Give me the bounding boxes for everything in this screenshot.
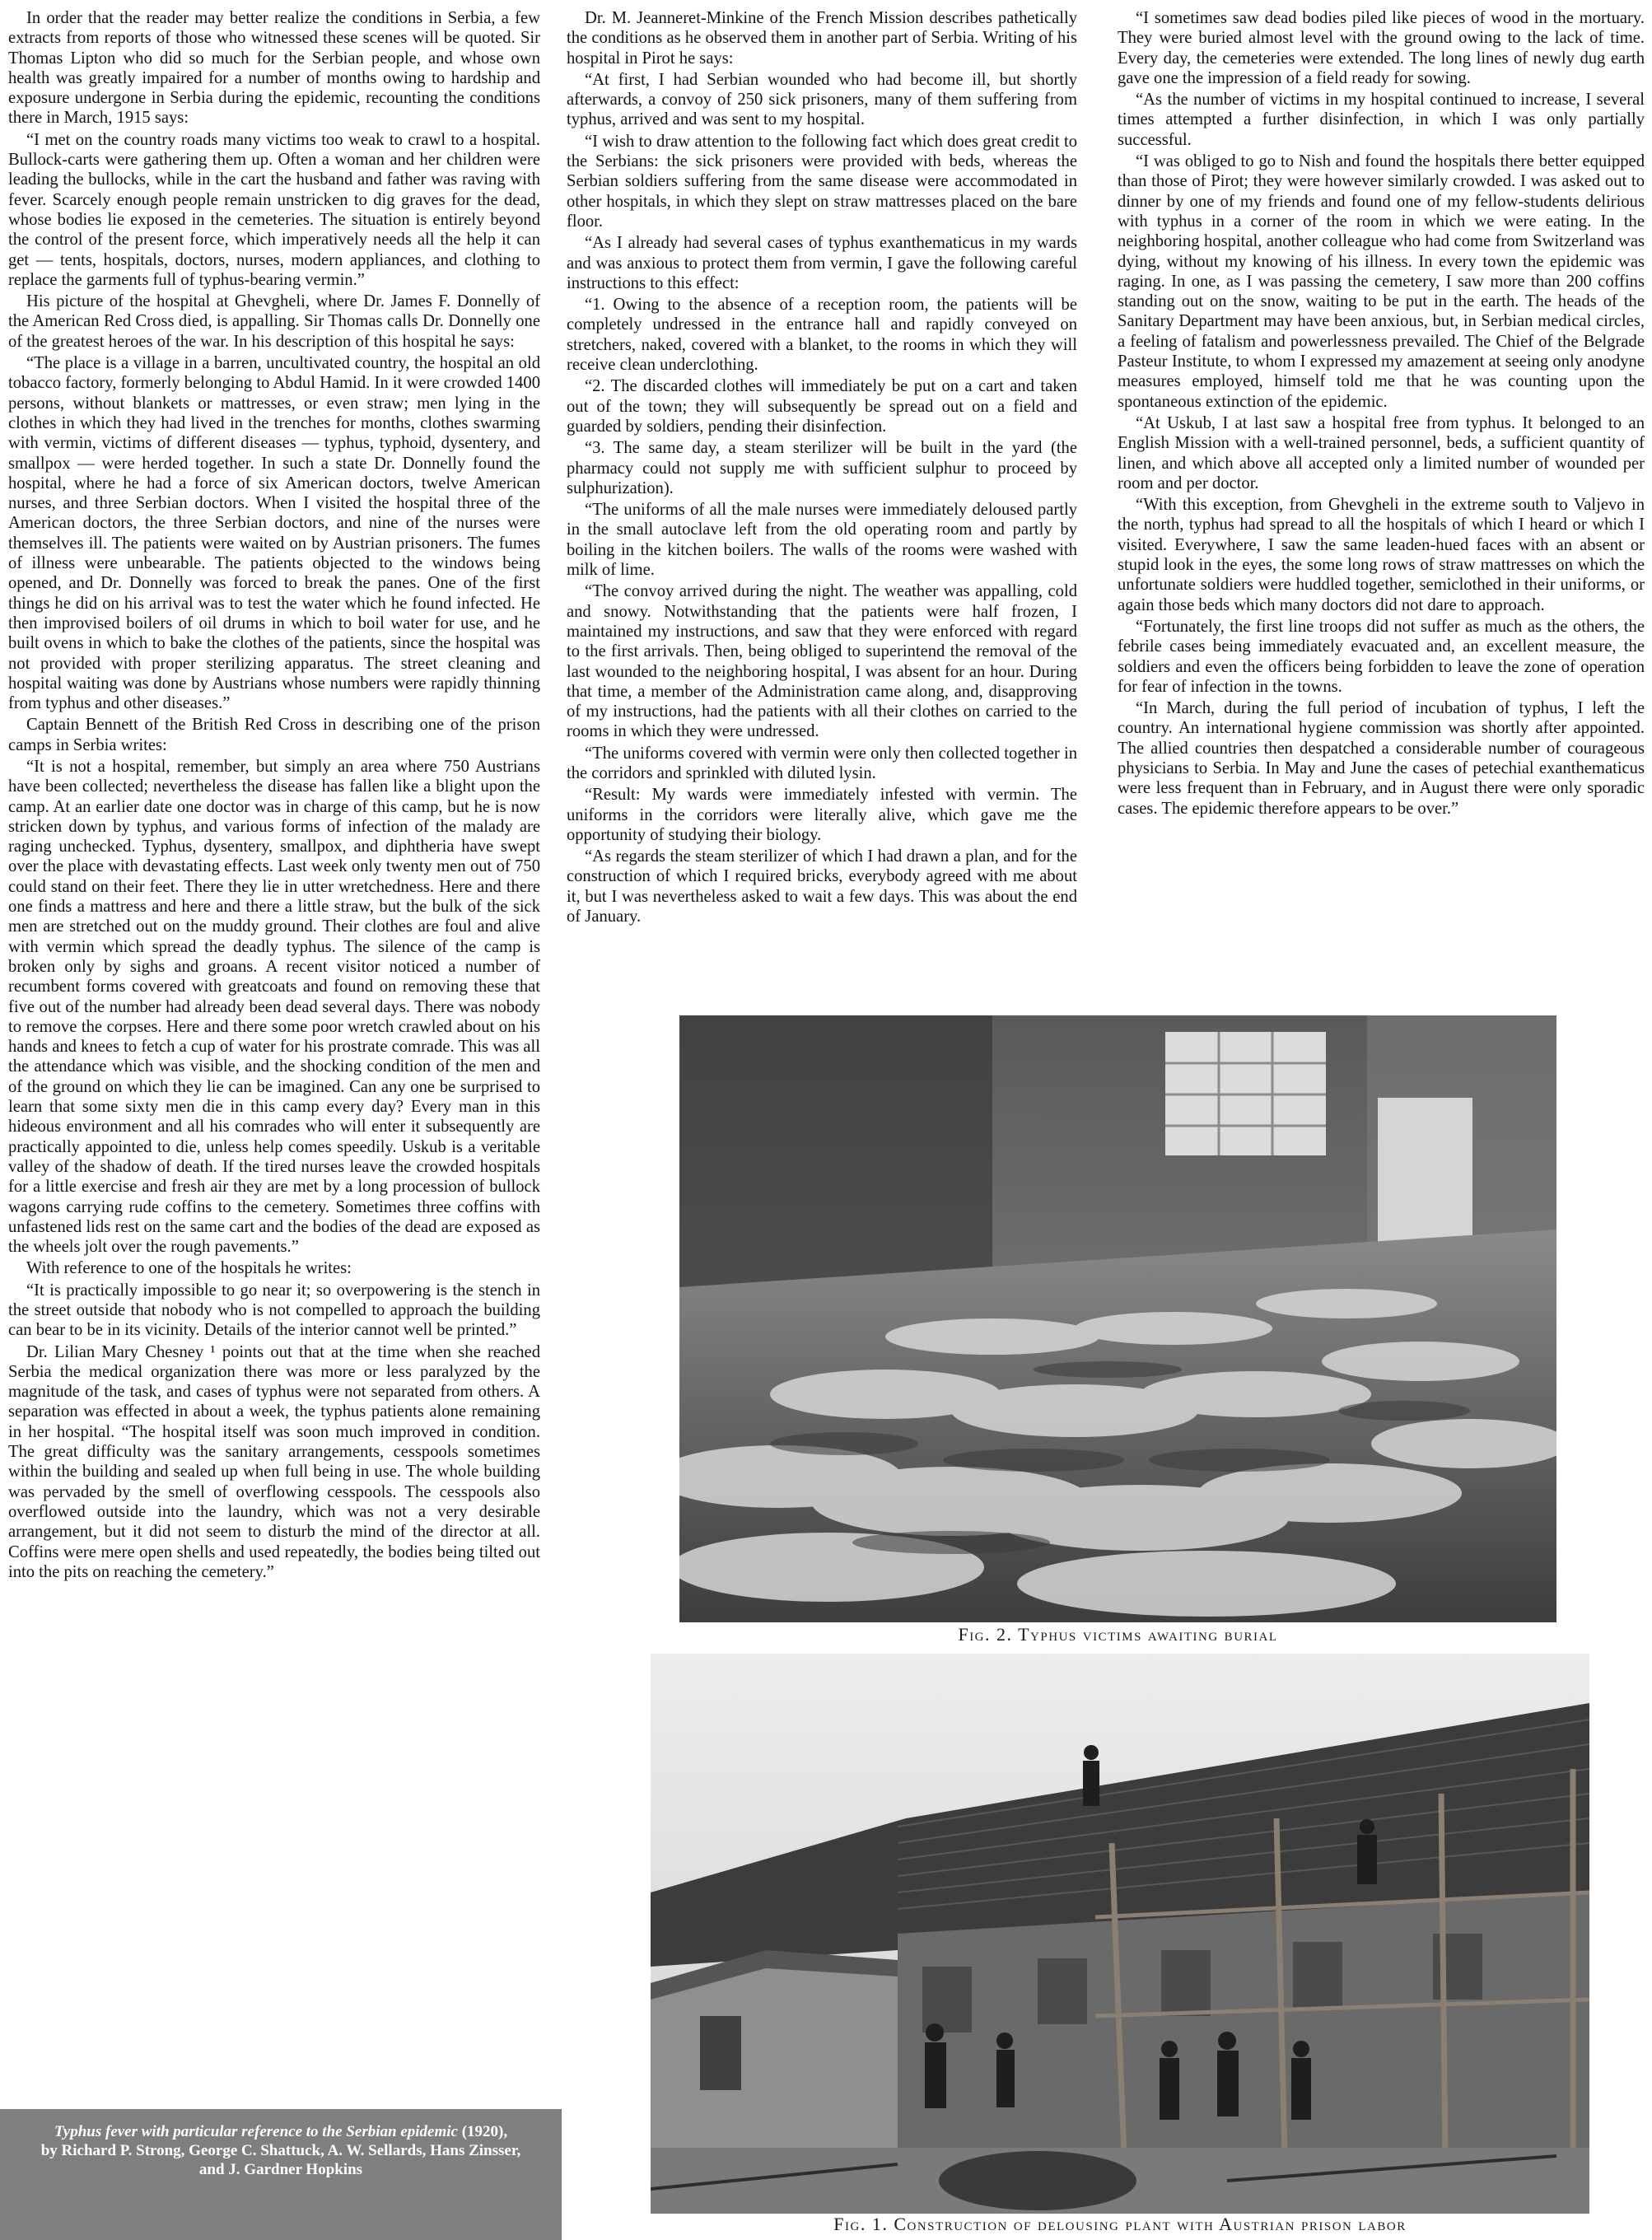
paragraph: “Fortunately, the first line troops did not suffer as much as the others, the febrile cases being immediately evacuated and, an excellent measure, the soldiers and even the officers being forbidden to leave the zone of operation for fear of infection in the towns.: [1118, 617, 1645, 696]
paragraph: “I wish to draw attention to the following fact which does great credit to the Serbians: the sick prisoners were provided with beds, whereas the Serbian soldiers suffering from the same disease were accommodated in other hospitals, in which they slept on straw mattresses placed on the bare floor.: [567, 132, 1077, 231]
paragraph: “At first, I had Serbian wounded who had become ill, but shortly afterwards, a convoy of 250 sick prisoners, many of them suffering from typhus, arrived and was sent to my hospital.: [567, 70, 1077, 129]
paragraph: “I met on the country roads many victims too weak to crawl to a hospital. Bullock-carts were gathering them up. Often a woman and her children were leading the bullocks, while in the cart the husband and father was raving with fever. Scarcely enough people remain unstricken to dig graves for the dead, whose bodies lie exposed in the cemeteries. The situation is entirely beyond the control of the present force, which imperatively needs all the help it can get — tents, hospitals, doctors, nurses, modern appliances, and clothing to replace the garments full of typhus-bearing vermin.”: [8, 130, 540, 289]
paragraph: Captain Bennett of the British Red Cross in describing one of the prison camps in Serbia writes:: [8, 716, 540, 754]
paragraph: “As regards the steam sterilizer of which I had drawn a plan, and for the construction of which I required bricks, everybody agreed with me about it, but I was nevertheless asked to wait a few days. This was about the end of January.: [567, 847, 1077, 926]
text-column-3: [1118, 8, 1645, 820]
source-credit: [0, 2109, 562, 2240]
paragraph: “I was obliged to go to Nish and found the hospitals there better equipped than those of Pirot; they were however similarly crowded. I was asked out to dinner by one of my friends and found one of my fellow-students delirious with typhus in a corner of the room in which we were eating. In the neighboring hospital, another colleague who had come from Switzerland was dying, without my knowing of his illness. In every town the epidemic was raging. In one, as I was passing the cemetery, I saw more than 200 coffins standing out on the snow, waiting to be put in the earth. The heads of the Sanitary Department may have been anxious, but, in Serbian medical circles, a feeling of fatalism and powerlessness prevailed. The Chief of the Belgrade Pasteur Institute, to whom I expressed my amazement at seeing only anodyne measures employed, himself told me that he was counting upon the spontaneous extinction of the epidemic.: [1118, 152, 1645, 411]
paragraph: “With this exception, from Ghevgheli in the extreme south to Valjevo in the north, typhus had spread to all the hospitals of which I heard or which I visited. Everywhere, I saw the same leaden-hued faces with an absent or stupid look in the eyes, the some long rows of straw mattresses on which the unfortunate soldiers were huddled together, semiclothed in their uniforms, or again those beds which many doctors did not dare to approach.: [1118, 496, 1645, 614]
text-column-1: [8, 8, 540, 1584]
credit-authors-line-2: and J. Gardner Hopkins: [198, 2161, 363, 2178]
paragraph: “1. Owing to the absence of a reception room, the patients will be completely undressed in the entrance hall and rapidly conveyed on stretchers, naked, covered with a blanket, to the rooms in which they will receive clean underclothing.: [567, 296, 1077, 375]
paragraph: “The convoy arrived during the night. The weather was appalling, cold and snowy. Notwithstanding that the patients were half frozen, I maintained my instructions, and saw that they were enforced with regard to the first arrivals. Then, being obliged to superintend the removal of the last wounded to the neighboring hospital, I was absent for an hour. During that time, a member of the Administration came along, and, disapproving of my instructions, had the patients with all their clothes on carried to the rooms in which they were undressed.: [567, 582, 1077, 741]
figure-2-photo: [679, 1015, 1556, 1622]
credit-year: (1920),: [457, 2123, 508, 2140]
figure-1-photo: [651, 1654, 1589, 2214]
paragraph: “As the number of victims in my hospital continued to increase, I several times attempted a further disinfection, in which I was only partially successful.: [1118, 91, 1645, 149]
paragraph: “In March, during the full period of incubation of typhus, I left the country. An international hygiene commission was shortly after appointed. The allied countries then despatched a considerable number of courageous physicians to Serbia. In May and June the cases of petechial exanthematicus were less frequent than in February, and in August there were only sporadic cases. The epidemic therefore appears to be over.”: [1118, 699, 1645, 818]
paragraph: “It is not a hospital, remember, but simply an area where 750 Austrians have been collected; nevertheless the disease has fallen like a blight upon the camp. At an earlier date one doctor was in charge of this camp, but he is now stricken down by typhus, and various forms of infection of the malady are raging unchecked. Typhus, dysentery, smallpox, and diphtheria have swept over the place with devastating effects. Last week only twenty men out of 750 could stand on their feet. There they lie in utter wretchedness. Here and there one finds a mattress and here and there a little straw, but the bulk of the sick men are stretched out on the muddy ground. Their clothes are foul and alive with vermin which spread the deadly typhus. The silence of the camp is broken only by sighs and groans. A recent visitor noticed a number of recumbent forms covered with greatcoats and found on removing these that five out of the number had already been dead several days. There was nobody to remove the corpses. Here and there some poor wretch crawled about on his hands and knees to fetch a cup of water for his prostrate comrade. This was all the attendance which was visible, and the shocking condition of the men and of the ground on which they lie can be imagined. Can any one be surprised to learn that some sixty men die in this camp every day? Every man in this hideous environment and all his comrades who will enter it subsequently are practically appointed to die, unless help comes speedily. Uskub is a veritable valley of the shadow of death. If the tired nurses leave the crowded hospitals for a little exercise and fresh air they are met by a long procession of bullock wagons carrying rude coffins to the cemetery. Sometimes three coffins with unfastened lids rest on the same cart and the bodies of the dead are exposed as the wheels jolt over the rough pavements.”: [8, 757, 540, 1257]
figure-1-caption: Fig. 1. Construction of delousing plant with Austrian prison labor: [833, 2214, 1407, 2234]
paragraph: “The uniforms covered with vermin were only then collected together in the corridors and sprinkled with diluted lysin.: [567, 744, 1077, 782]
paragraph: “It is practically impossible to go near it; so overpowering is the stench in the street outside that nobody who is not compelled to approach the building can bear to be in its vicinity. Details of the interior cannot well be printed.”: [8, 1281, 540, 1340]
paragraph: “The place is a village in a barren, uncultivated country, the hospital an old tobacco factory, formerly belonging to Abdul Hamid. In it were crowded 1400 persons, without blankets or mattresses, or even straw; men lying in the clothes in which they had lived in the trenches for months, clothes swarming with vermin, victims of different diseases — typhus, typhoid, dysentery, and smallpox — were herded together. In such a state Dr. Donnelly found the hospital, where he had a force of six American doctors, twelve American nurses, and three Serbian doctors. When I visited the hospital three of the American doctors, the three Serbian doctors, and nine of the nurses were themselves ill. The patients were waited on by Austrian prisoners. The fumes of illness were unbearable. The patients objected to the windows being opened, and Dr. Donnelly was forced to break the panes. One of the first things he did on his arrival was to test the water which he found infected. He then improvised boilers of oil drums in which to boil water for use, and he built ovens in which to bake the clothes of the patients, since the hospital was not provided with proper sterilizing apparatus. The street cleaning and hospital waiting was done by Austrians whose numbers were rapidly thinning from typhus and other diseases.”: [8, 354, 540, 713]
credit-title: Typhus fever with particular reference to the Serbian epidemic: [54, 2123, 458, 2140]
paragraph: “I sometimes saw dead bodies piled like pieces of wood in the mortuary. They were buried almost level with the ground owing to the lack of time. Every day, the cemeteries were extended. The long lines of newly dug earth gave one the impression of a field ready for sowing.: [1118, 9, 1645, 87]
paragraph: “2. The discarded clothes will immediately be put on a cart and taken out of the town; they will subsequently be spread out on a field and guarded by soldiers, pending their disinfection.: [567, 377, 1077, 436]
figure-2-caption: Fig. 2. Typhus victims awaiting burial: [958, 1624, 1278, 1645]
text-column-2: [567, 8, 1077, 928]
paragraph: His picture of the hospital at Ghevgheli, where Dr. James F. Donnelly of the American Red Cross died, is appalling. Sir Thomas calls Dr. Donnelly one of the greatest heroes of the war. In his description of this hospital he says:: [8, 292, 540, 351]
paragraph: “As I already had several cases of typhus exanthematicus in my wards and was anxious to protect them from vermin, I gave the following careful instructions to this effect:: [567, 234, 1077, 292]
paragraph: “At Uskub, I at last saw a hospital free from typhus. It belonged to an English Mission with a well-trained personnel, beds, a sufficient quantity of linen, and which above all accepted only a limited number of wounded per room and per doctor.: [1118, 413, 1645, 492]
paragraph: “The uniforms of all the male nurses were immediately deloused partly in the small autoclave left from the old operating room and partly by boiling in the kitchen boilers. The walls of the rooms were washed with milk of lime.: [567, 501, 1077, 580]
paragraph: Dr. M. Jeanneret-Minkine of the French Mission describes pathetically the conditions as he observed them in another part of Serbia. Writing of his hospital in Pirot he says:: [567, 9, 1077, 68]
paragraph: Dr. Lilian Mary Chesney ¹ points out that at the time when she reached Serbia the medical organization there was more or less paralyzed by the magnitude of the task, and cases of typhus were not separated from others. A separation was effected in about a week, the typhus patients alone remaining in her hospital. “The hospital itself was soon much improved in condition. The great difficulty was the sanitary arrangements, cesspools sometimes within the building and sealed up when full being in use. The whole building was pervaded by the smell of overflowing cesspools. The cesspools also overflowed outside into the laundry, which was not a very desirable arrangement, but it did not seem to disturb the mind of the director at all. Coffins were mere open shells and used repeatedly, the bodies being tilted out into the pits on reaching the cemetery.”: [8, 1342, 540, 1581]
credit-authors-line: by Richard P. Strong, George C. Shattuck, A. W. Sellards, Hans Zinsser,: [40, 2142, 521, 2159]
paragraph: “3. The same day, a steam sterilizer will be built in the yard (the pharmacy could not supply me with sufficient sulphur to proceed by sulphurization).: [567, 439, 1077, 497]
paragraph: In order that the reader may better realize the conditions in Serbia, a few extracts from reports of those who witnessed these scenes will be quoted. Sir Thomas Lipton who did so much for the Serbian people, and whose own health was greatly impaired for a number of months owing to hardship and exposure undergone in Serbia during the epidemic, recounting the conditions there in March, 1915 says:: [8, 9, 540, 128]
paragraph: With reference to one of the hospitals he writes:: [26, 1259, 352, 1278]
paragraph: “Result: My wards were immediately infested with vermin. The uniforms in the corridors were literally alive, which gave me the opportunity of studying their biology.: [567, 786, 1077, 844]
